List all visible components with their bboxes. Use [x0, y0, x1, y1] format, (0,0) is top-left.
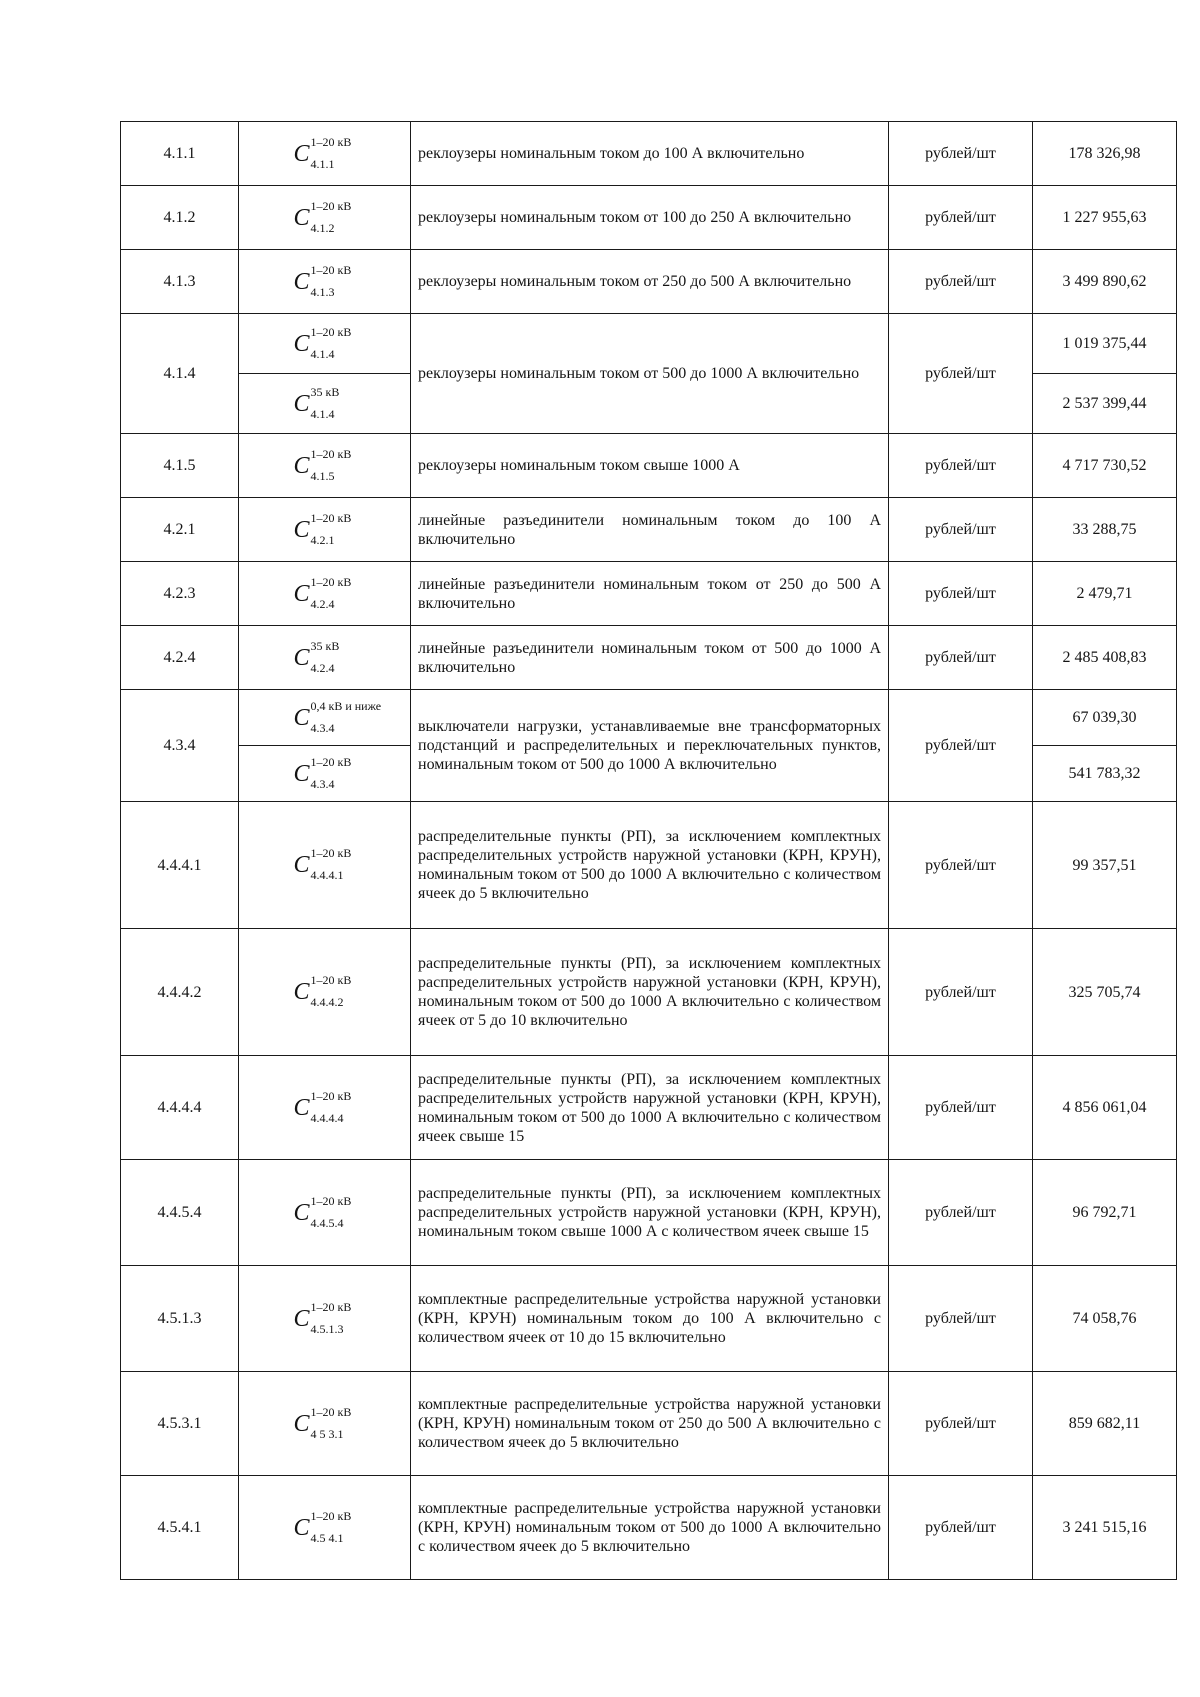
symbol-index: 4.4.4.2 — [310, 995, 344, 1009]
rate-value: 33 288,75 — [1033, 498, 1177, 562]
table-row — [121, 186, 1177, 250]
tariff-symbol — [293, 198, 355, 235]
table-row — [121, 1056, 1177, 1160]
table-row — [121, 562, 1177, 626]
tariff-symbol — [293, 134, 355, 171]
item-description: выключатели нагрузки, устанавливаемые вне трансформаторных подстанций и распределительных и переключательных пунктов, номинальным током от 500 до 1000 А включительно — [411, 690, 889, 802]
rate-value: 96 792,71 — [1033, 1160, 1177, 1266]
symbol-letter: C — [293, 760, 310, 787]
item-description: комплектные распределительные устройства наружной установки (КРН, КРУН) номинальным током до 100 А включительно с количеством ячеек от 10 до 15 включительно — [411, 1266, 889, 1372]
tariff-code-cell — [239, 746, 411, 802]
item-description: распределительные пункты (РП), за исключением комплектных распределительных устройств наружной установки (КРН, КРУН), номинальным током свыше 1000 А с количеством ячеек свыше 15 — [411, 1160, 889, 1266]
item-description: линейные разъединители номинальным током до 100 А включительно — [411, 498, 889, 562]
item-description: реклоузеры номинальным током свыше 1000 А — [411, 434, 889, 498]
rates-table — [120, 121, 1177, 1580]
rate-value: 1 227 955,63 — [1033, 186, 1177, 250]
tariff-code-cell — [239, 122, 411, 186]
unit-of-measure: рублей/шт — [889, 1266, 1033, 1372]
symbol-voltage: 1–20 кВ — [310, 198, 352, 213]
table-row — [121, 434, 1177, 498]
symbol-letter: C — [293, 516, 310, 543]
tariff-code-cell — [239, 929, 411, 1056]
tariff-symbol — [293, 754, 355, 791]
symbol-voltage: 1–20 кВ — [310, 510, 352, 525]
symbol-voltage: 1–20 кВ — [310, 1299, 352, 1314]
unit-of-measure: рублей/шт — [889, 122, 1033, 186]
tariff-symbol — [293, 446, 355, 483]
symbol-voltage: 1–20 кВ — [310, 1193, 352, 1208]
tariff-symbol — [293, 324, 355, 361]
rate-value: 99 357,51 — [1033, 802, 1177, 929]
symbol-voltage: 1–20 кВ — [310, 324, 352, 339]
symbol-letter: C — [293, 644, 310, 671]
item-description: реклоузеры номинальным током до 100 А включительно — [411, 122, 889, 186]
unit-of-measure: рублей/шт — [889, 1160, 1033, 1266]
tariff-symbol — [293, 846, 355, 882]
unit-of-measure: рублей/шт — [889, 186, 1033, 250]
symbol-voltage: 0,4 кВ и ниже — [310, 698, 382, 713]
tariff-code-cell — [239, 250, 411, 314]
tariff-code-cell — [239, 1266, 411, 1372]
row-number: 4.2.1 — [121, 498, 239, 562]
symbol-letter: C — [293, 140, 310, 167]
symbol-voltage: 1–20 кВ — [310, 134, 352, 149]
tariff-code-cell — [239, 434, 411, 498]
tariff-symbol — [293, 1508, 355, 1545]
symbol-letter: C — [293, 1410, 310, 1437]
row-number: 4.2.4 — [121, 626, 239, 690]
symbol-voltage: 1–20 кВ — [310, 446, 352, 461]
symbol-letter: C — [293, 390, 310, 417]
rate-value: 2 479,71 — [1033, 562, 1177, 626]
rates-table-body — [121, 122, 1177, 1580]
tariff-code-cell — [239, 1372, 411, 1476]
tariff-code-cell — [239, 626, 411, 690]
symbol-voltage: 1–20 кВ — [310, 1508, 352, 1523]
symbol-voltage: 1–20 кВ — [310, 846, 352, 860]
table-row — [121, 1476, 1177, 1580]
symbol-index: 4.1.3 — [310, 284, 335, 299]
symbol-index: 4.4.4.4 — [310, 1110, 344, 1125]
row-number: 4.1.1 — [121, 122, 239, 186]
symbol-letter: C — [293, 979, 310, 1005]
symbol-index: 4.1.1 — [310, 156, 335, 171]
unit-of-measure: рублей/шт — [889, 434, 1033, 498]
tariff-symbol — [293, 574, 355, 611]
symbol-letter: C — [293, 1094, 310, 1121]
item-description: линейные разъединители номинальным током от 500 до 1000 А включительно — [411, 626, 889, 690]
symbol-letter: C — [293, 268, 310, 295]
symbol-index: 4.1.2 — [310, 220, 335, 235]
table-row — [121, 1266, 1177, 1372]
unit-of-measure: рублей/шт — [889, 562, 1033, 626]
rate-value: 178 326,98 — [1033, 122, 1177, 186]
table-row — [121, 1372, 1177, 1476]
item-description: распределительные пункты (РП), за исключением комплектных распределительных устройств наружной установки (КРН, КРУН), номинальным током от 500 до 1000 А включительно с количеством ячеек до 5 включительно — [411, 802, 889, 929]
symbol-letter: C — [293, 704, 310, 731]
row-number: 4.1.2 — [121, 186, 239, 250]
symbol-letter: C — [293, 852, 310, 878]
symbol-letter: C — [293, 1305, 310, 1332]
table-row — [121, 498, 1177, 562]
table-row — [121, 250, 1177, 314]
symbol-letter: C — [293, 204, 310, 231]
item-description: реклоузеры номинальным током от 500 до 1000 А включительно — [411, 314, 889, 434]
row-number: 4.1.5 — [121, 434, 239, 498]
table-row — [121, 690, 1177, 746]
tariff-code-cell — [239, 1056, 411, 1160]
row-number: 4.4.5.4 — [121, 1160, 239, 1266]
rate-value: 4 717 730,52 — [1033, 434, 1177, 498]
symbol-letter: C — [293, 330, 310, 357]
table-row — [121, 802, 1177, 929]
symbol-letter: C — [293, 580, 310, 607]
tariff-code-cell — [239, 1476, 411, 1580]
symbol-voltage: 1–20 кВ — [310, 973, 352, 987]
symbol-letter: C — [293, 1199, 310, 1226]
tariff-symbol — [293, 1299, 355, 1336]
row-number: 4.3.4 — [121, 690, 239, 802]
item-description: реклоузеры номинальным током от 100 до 250 А включительно — [411, 186, 889, 250]
symbol-index: 4.1.5 — [310, 468, 335, 483]
row-number: 4.4.4.4 — [121, 1056, 239, 1160]
rate-value: 859 682,11 — [1033, 1372, 1177, 1476]
rate-value: 541 783,32 — [1033, 746, 1177, 802]
symbol-voltage: 1–20 кВ — [310, 754, 352, 769]
symbol-voltage: 1–20 кВ — [310, 1404, 352, 1419]
tariff-code-cell — [239, 1160, 411, 1266]
symbol-voltage: 1–20 кВ — [310, 1088, 352, 1103]
table-row — [121, 314, 1177, 374]
symbol-index: 4.5 4.1 — [310, 1530, 344, 1545]
table-row — [121, 1160, 1177, 1266]
rate-value: 2 537 399,44 — [1033, 374, 1177, 434]
item-description: реклоузеры номинальным током от 250 до 500 А включительно — [411, 250, 889, 314]
row-number: 4.1.4 — [121, 314, 239, 434]
tariff-symbol — [293, 262, 355, 299]
tariff-symbol — [293, 698, 382, 735]
symbol-index: 4.3.4 — [310, 776, 335, 791]
unit-of-measure: рублей/шт — [889, 314, 1033, 434]
item-description: линейные разъединители номинальным током от 250 до 500 А включительно — [411, 562, 889, 626]
item-description: комплектные распределительные устройства наружной установки (КРН, КРУН) номинальным током от 250 до 500 А включительно с количеством ячеек до 5 включительно — [411, 1372, 889, 1476]
rate-value: 325 705,74 — [1033, 929, 1177, 1056]
unit-of-measure: рублей/шт — [889, 1372, 1033, 1476]
row-number: 4.1.3 — [121, 250, 239, 314]
symbol-voltage: 1–20 кВ — [310, 574, 352, 589]
symbol-index: 4.2.1 — [310, 532, 335, 547]
rate-value: 3 499 890,62 — [1033, 250, 1177, 314]
tariff-symbol — [293, 1404, 355, 1441]
unit-of-measure: рублей/шт — [889, 1056, 1033, 1160]
unit-of-measure: рублей/шт — [889, 690, 1033, 802]
rate-value: 1 019 375,44 — [1033, 314, 1177, 374]
tariff-symbol — [293, 1088, 355, 1125]
rate-value: 2 485 408,83 — [1033, 626, 1177, 690]
table-row — [121, 122, 1177, 186]
symbol-voltage: 35 кВ — [310, 638, 340, 653]
unit-of-measure: рублей/шт — [889, 1476, 1033, 1580]
tariff-symbol — [293, 638, 355, 675]
item-description: распределительные пункты (РП), за исключением комплектных распределительных устройств наружной установки (КРН, КРУН), номинальным током от 500 до 1000 А включительно с количеством ячеек от 5 до 10 включительно — [411, 929, 889, 1056]
item-description: комплектные распределительные устройства наружной установки (КРН, КРУН) номинальным током от 500 до 1000 А включительно с количеством ячеек до 5 включительно — [411, 1476, 889, 1580]
table-row — [121, 929, 1177, 1056]
tariff-code-cell — [239, 562, 411, 626]
tariff-code-cell — [239, 186, 411, 250]
unit-of-measure: рублей/шт — [889, 802, 1033, 929]
tariff-code-cell — [239, 690, 411, 746]
row-number: 4.5.3.1 — [121, 1372, 239, 1476]
row-number: 4.2.3 — [121, 562, 239, 626]
symbol-index: 4.5.1.3 — [310, 1321, 344, 1336]
tariff-code-cell — [239, 498, 411, 562]
row-number: 4.4.4.1 — [121, 802, 239, 929]
symbol-index: 4.3.4 — [310, 720, 335, 735]
unit-of-measure: рублей/шт — [889, 626, 1033, 690]
unit-of-measure: рублей/шт — [889, 250, 1033, 314]
tariff-code-cell — [239, 802, 411, 929]
tariff-code-cell — [239, 314, 411, 374]
symbol-index: 4.2.4 — [310, 660, 335, 675]
symbol-index: 4.4.5.4 — [310, 1215, 344, 1230]
symbol-voltage: 1–20 кВ — [310, 262, 352, 277]
rate-value: 3 241 515,16 — [1033, 1476, 1177, 1580]
unit-of-measure: рублей/шт — [889, 929, 1033, 1056]
symbol-letter: C — [293, 1514, 310, 1541]
symbol-index: 4.1.4 — [310, 346, 335, 361]
symbol-index: 4 5 3.1 — [310, 1426, 344, 1441]
unit-of-measure: рублей/шт — [889, 498, 1033, 562]
tariff-symbol — [293, 1193, 355, 1230]
table-row — [121, 626, 1177, 690]
rate-value: 74 058,76 — [1033, 1266, 1177, 1372]
tariff-symbol — [293, 510, 355, 547]
tariff-code-cell — [239, 374, 411, 434]
symbol-index: 4.2.4 — [310, 596, 335, 611]
rate-value: 4 856 061,04 — [1033, 1056, 1177, 1160]
rate-value: 67 039,30 — [1033, 690, 1177, 746]
row-number: 4.4.4.2 — [121, 929, 239, 1056]
tariff-symbol — [293, 973, 355, 1009]
row-number: 4.5.1.3 — [121, 1266, 239, 1372]
item-description: распределительные пункты (РП), за исключением комплектных распределительных устройств наружной установки (КРН, КРУН), номинальным током от 500 до 1000 А включительно с количеством ячеек свыше 15 — [411, 1056, 889, 1160]
symbol-index: 4.4.4.1 — [310, 868, 344, 882]
symbol-voltage: 35 кВ — [310, 384, 340, 399]
row-number: 4.5.4.1 — [121, 1476, 239, 1580]
tariff-symbol — [293, 384, 355, 421]
symbol-letter: C — [293, 452, 310, 479]
symbol-index: 4.1.4 — [310, 406, 335, 421]
